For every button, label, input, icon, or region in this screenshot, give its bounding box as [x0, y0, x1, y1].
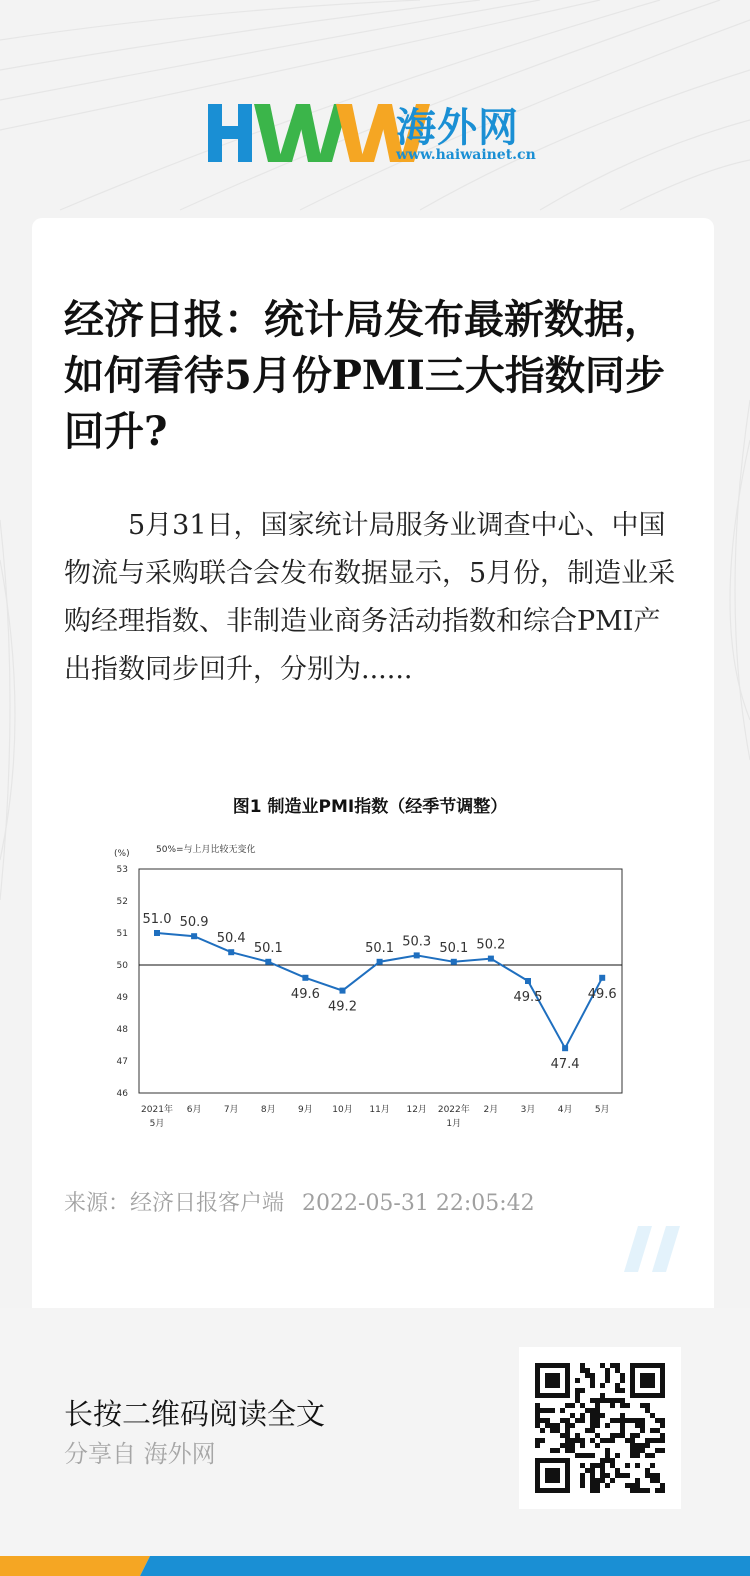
qr-finder-inner	[545, 1373, 560, 1388]
data-point	[451, 959, 457, 965]
data-point	[377, 959, 383, 965]
publish-time: 2022-05-31 22:05:42	[302, 1191, 535, 1216]
y-tick-label: 48	[116, 1025, 128, 1035]
plot-frame	[139, 869, 622, 1093]
data-label: 50.1	[365, 940, 395, 956]
brand-name: 海外网	[396, 105, 519, 151]
chart-svg	[100, 782, 640, 1142]
qr-finder-inner	[640, 1373, 655, 1388]
article-source	[64, 1186, 535, 1217]
x-tick-label: 7月	[223, 1105, 239, 1115]
data-point	[562, 1045, 568, 1051]
x-tick-label: 5月	[149, 1119, 165, 1129]
chart-annotation: 50%=与上月比较无变化	[156, 845, 256, 855]
x-tick-label: 2022年	[437, 1105, 470, 1115]
x-tick-label: 2021年	[141, 1105, 173, 1115]
y-tick-label: 46	[116, 1089, 128, 1099]
y-tick-label: 53	[116, 865, 128, 875]
x-tick-label: 1月	[446, 1119, 462, 1129]
x-tick-label: 2月	[483, 1105, 499, 1115]
x-tick-label: 9月	[298, 1105, 313, 1115]
data-label: 51.0	[142, 912, 172, 927]
x-tick-label: 3月	[520, 1105, 536, 1115]
y-tick-label: 50	[116, 961, 128, 971]
article-title[interactable]: 经济日报：统计局发布最新数据，如何看待5月份PMI三大指数同步回升?	[64, 296, 665, 455]
y-tick-label: 49	[116, 993, 128, 1003]
data-label: 49.6	[290, 986, 320, 1002]
share-source: 分享自 海外网	[64, 1440, 216, 1468]
qr-modules	[535, 1363, 665, 1493]
data-label: 47.4	[550, 1057, 580, 1073]
data-point	[228, 949, 234, 955]
x-tick-label: 11月	[369, 1105, 390, 1115]
data-point	[265, 959, 271, 965]
data-label: 49.2	[328, 999, 357, 1015]
qr-instruction: 长按二维码阅读全文	[64, 1397, 326, 1431]
qr-finder-inner	[545, 1468, 560, 1483]
data-point	[599, 975, 605, 981]
data-label: 50.1	[253, 940, 283, 956]
x-tick-label: 5月	[594, 1105, 610, 1115]
data-label: 49.5	[513, 990, 543, 1005]
bottom-color-bar	[0, 1556, 750, 1576]
article-summary[interactable]: 5月31日，国家统计局服务业调查中心、中国物流与采购联合会发布数据显示，5月份，制造业采购经理指数、非制造业商务活动指数和综合PMI产出指数同步回升，分别为......	[64, 510, 676, 685]
data-point	[154, 930, 160, 936]
x-tick-label: 4月	[557, 1105, 573, 1115]
decorative-slash-icon	[624, 1226, 684, 1272]
data-label: 50.1	[439, 940, 469, 956]
y-tick-label: 52	[116, 897, 128, 907]
qr-code[interactable]	[519, 1347, 681, 1509]
source-label: 来源：经济日报客户端	[64, 1191, 285, 1216]
x-tick-label: 8月	[260, 1105, 276, 1115]
data-point	[191, 933, 197, 939]
data-label: 50.3	[402, 934, 432, 950]
qr-code-icon	[519, 1347, 681, 1509]
brand-url: www.haiwainet.cn	[396, 147, 536, 163]
y-tick-label: 51	[116, 929, 128, 939]
data-label: 50.2	[476, 937, 506, 953]
x-tick-label: 10月	[332, 1105, 353, 1115]
x-tick-label: 6月	[186, 1105, 202, 1115]
data-label: 49.6	[587, 986, 617, 1002]
data-label: 50.4	[216, 931, 246, 947]
data-label: 50.9	[179, 915, 209, 931]
x-tick-label: 12月	[406, 1105, 427, 1115]
data-point	[488, 956, 494, 962]
chart-title: 图1 制造业PMI指数（经季节调整）	[232, 797, 508, 817]
data-point	[340, 988, 346, 994]
data-point	[525, 978, 531, 984]
data-point	[414, 952, 420, 958]
data-point	[302, 975, 308, 981]
y-tick-label: 47	[116, 1057, 128, 1067]
y-axis-label: (%)	[114, 849, 130, 859]
pmi-chart	[100, 782, 640, 1142]
